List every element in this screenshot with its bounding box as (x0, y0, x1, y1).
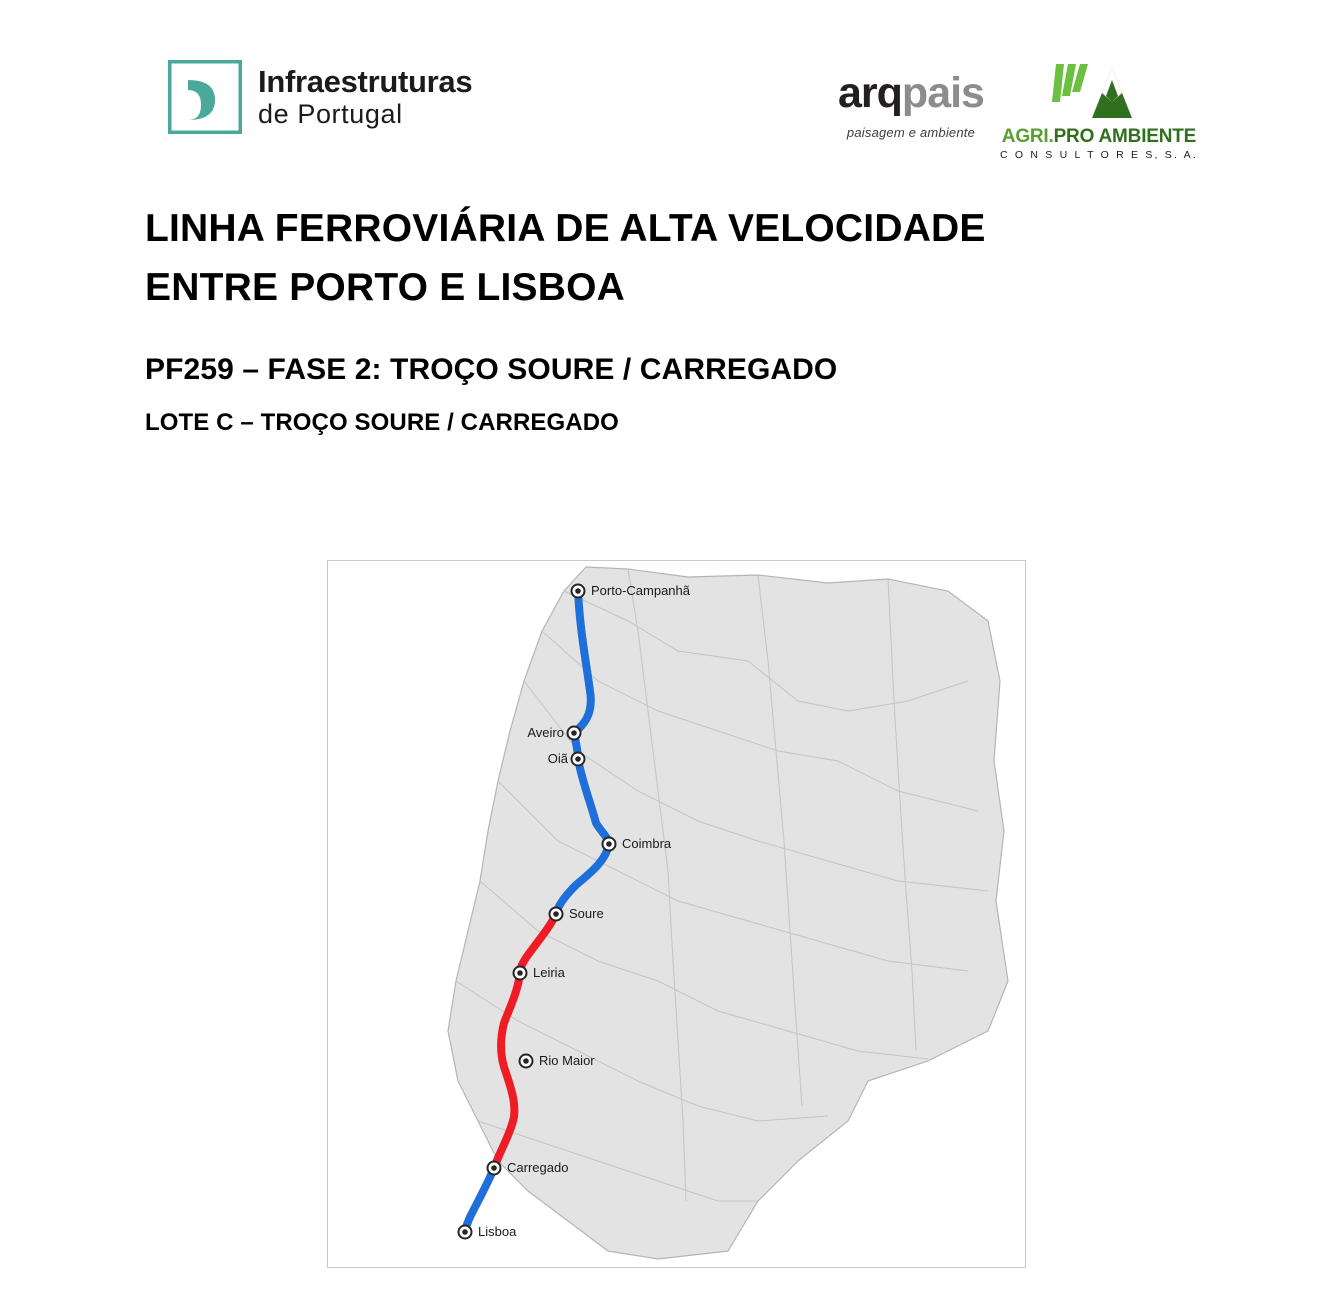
page-subtitle-lot: LOTE C – TROÇO SOURE / CARREGADO (145, 409, 619, 436)
page-title-line-2: ENTRE PORTO E LISBOA (145, 265, 625, 309)
station-marker (568, 727, 581, 740)
arqpais-wordmark (838, 69, 984, 117)
station-marker (520, 1055, 533, 1068)
page-title (145, 200, 1210, 317)
station-label: Soure (569, 906, 604, 921)
station-marker (572, 585, 585, 598)
station-marker (459, 1226, 472, 1239)
logo-infraestruturas-de-portugal (168, 60, 472, 134)
document-titles (145, 200, 1210, 437)
route-segment-carregado-lisboa (465, 1168, 494, 1232)
station-label: Lisboa (478, 1224, 517, 1239)
logo-agri-pro-ambiente (1000, 62, 1198, 161)
map-land (448, 567, 1008, 1259)
agri-pro-logo-icon (1000, 62, 1196, 124)
station-marker (572, 753, 585, 766)
station-label: Coimbra (622, 836, 672, 851)
station-marker (514, 967, 527, 980)
station-label: Aveiro (527, 725, 564, 740)
map-svg (328, 561, 1023, 1265)
station-label: Carregado (507, 1160, 569, 1175)
station-marker (488, 1162, 501, 1175)
map-figure (327, 560, 1026, 1268)
page-title-line-1: LINHA FERROVIÁRIA DE ALTA VELOCIDADE (145, 207, 986, 250)
page-subtitle-phase: PF259 – FASE 2: TROÇO SOURE / CARREGADO (145, 353, 838, 386)
ip-line1: Infraestruturas (258, 63, 473, 99)
station-marker (550, 908, 563, 921)
arqpais-word-grey: pais (901, 69, 984, 117)
station-label: Rio Maior (539, 1053, 595, 1068)
logo-arqpais (838, 69, 984, 140)
infraestruturas-logo-text (258, 65, 472, 130)
arqpais-word-dark: arq (838, 69, 902, 117)
ip-line2: de Portugal (258, 99, 403, 130)
arqpais-tagline: paisagem e ambiente (846, 125, 976, 140)
station-label: Porto-Campanhã (591, 583, 690, 598)
station-label: Leiria (533, 965, 565, 980)
agri-word-1: AGRI. (1001, 126, 1054, 147)
agri-pro-tagline: C O N S U L T O R E S, S. A. (1000, 149, 1198, 161)
station-marker (603, 838, 616, 851)
document-header (0, 0, 1325, 200)
infraestruturas-logo-icon (168, 60, 242, 134)
agri-pro-wordmark (1000, 126, 1198, 148)
station-label: Oiã (547, 751, 568, 766)
agri-word-2: PRO AMBIENTE (1053, 126, 1197, 147)
